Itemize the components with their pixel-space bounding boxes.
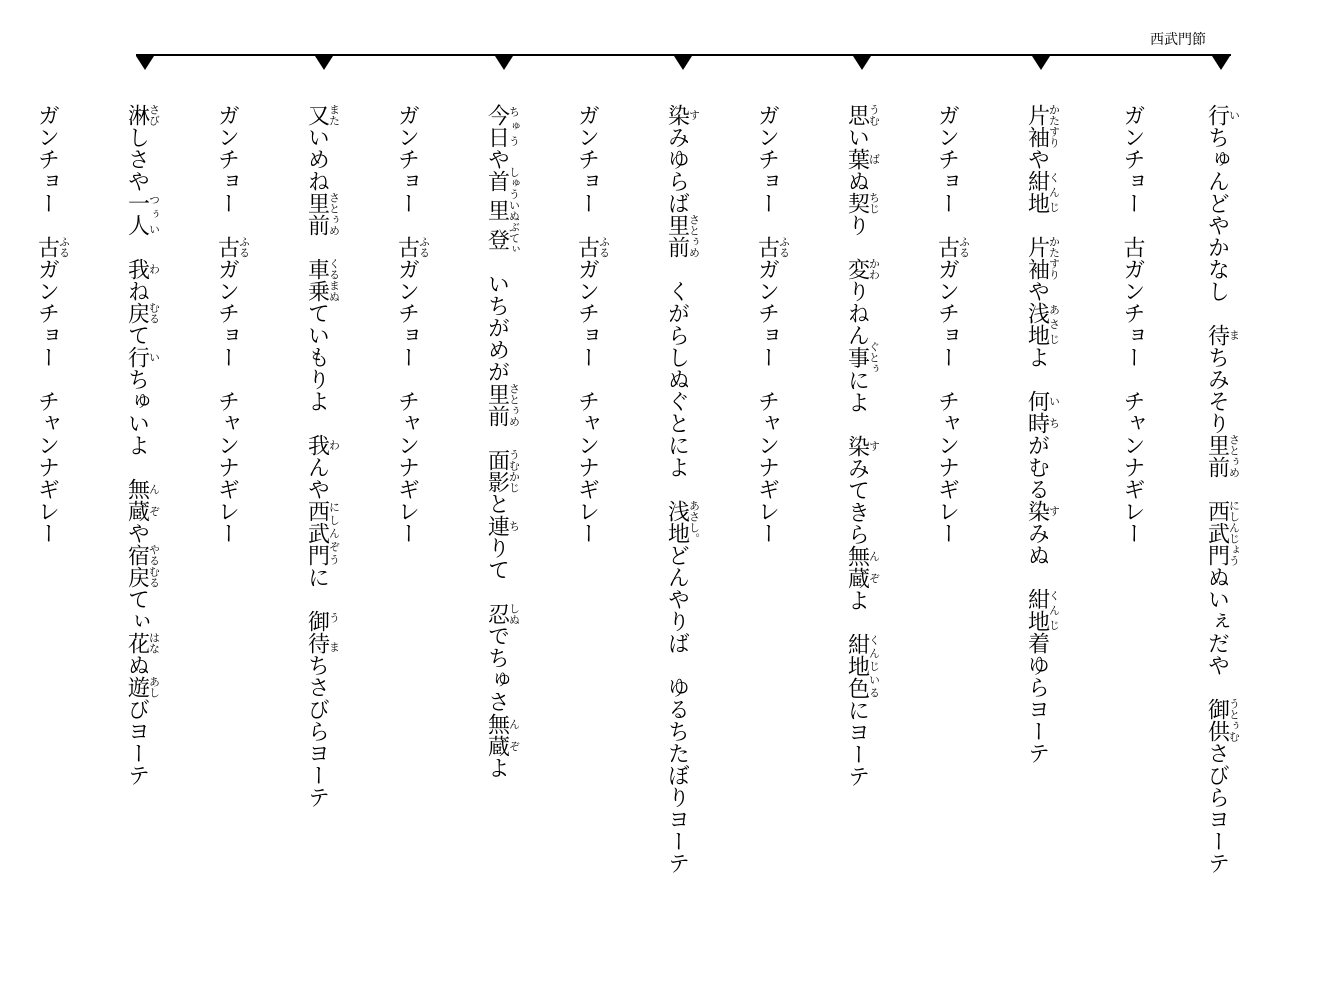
lyric-text: ガンチョー bbox=[214, 104, 240, 236]
lyric-text: てぃ bbox=[124, 588, 150, 632]
ruby-reading: ふる bbox=[957, 236, 971, 258]
ruby-reading: す bbox=[687, 104, 701, 126]
ruby-base: 連 bbox=[484, 514, 510, 537]
lyric-text: くがらしぬぐとによ bbox=[664, 258, 690, 500]
ruby-reading: ふる bbox=[237, 236, 251, 258]
verse-line bbox=[844, 104, 880, 787]
ruby-base: 戻 bbox=[124, 302, 150, 324]
ruby-reading: ち bbox=[507, 514, 521, 537]
ruby-base: 無蔵 bbox=[124, 478, 150, 522]
lyric-text: ガンチョー 古ガンチョー チャンナギレー bbox=[1120, 104, 1145, 544]
ruby-word bbox=[484, 382, 521, 427]
lyric-text: みてきら bbox=[844, 457, 870, 545]
verse-line bbox=[1204, 104, 1240, 874]
ruby-word bbox=[1024, 170, 1061, 214]
ruby-base: 花 bbox=[124, 632, 150, 654]
lyric-text: ちゅんどやかなし bbox=[1204, 126, 1230, 324]
verse-line bbox=[1024, 104, 1060, 764]
lyric-text: りねん bbox=[844, 280, 870, 346]
ruby-word bbox=[844, 341, 881, 374]
ruby-base: 行 bbox=[124, 346, 150, 368]
ruby-word bbox=[394, 236, 431, 258]
ruby-reading: むる bbox=[147, 302, 161, 324]
ruby-word bbox=[1204, 698, 1241, 742]
lyric-text: ガンチョー チャンナギレー bbox=[34, 258, 60, 544]
ruby-reading: あし bbox=[147, 676, 161, 698]
lyric-text: ガンチョー チャンナギレー bbox=[214, 258, 240, 544]
ruby-reading: いち bbox=[1047, 390, 1061, 434]
ruby-word bbox=[124, 544, 161, 588]
refrain-line bbox=[214, 104, 250, 544]
ruby-word bbox=[484, 712, 521, 757]
ruby-word bbox=[304, 104, 341, 126]
refrain-line bbox=[34, 104, 70, 544]
ruby-word bbox=[214, 236, 251, 258]
lyric-text: さびらヨーテ bbox=[1204, 742, 1230, 874]
ruby-base: 古 bbox=[214, 236, 240, 258]
ruby-reading: わ bbox=[327, 434, 341, 456]
lyric-text: どんやりば ゆるちたぼりヨーテ bbox=[664, 544, 690, 874]
ruby-base: 古 bbox=[934, 236, 960, 258]
ruby-word bbox=[124, 632, 161, 654]
ruby-reading: ふる bbox=[777, 236, 791, 258]
ruby-reading: ちゅう bbox=[507, 104, 521, 148]
ruby-reading: くるまぬ bbox=[327, 258, 341, 302]
lyric-text: ちみそり bbox=[1204, 346, 1230, 434]
lyric-text: や bbox=[1024, 280, 1050, 302]
ruby-base: 無蔵 bbox=[484, 712, 510, 757]
ruby-word bbox=[844, 258, 881, 280]
ruby-base: 車乗 bbox=[304, 258, 330, 302]
ruby-reading: さとぅめ bbox=[687, 214, 701, 258]
ruby-word bbox=[484, 602, 521, 625]
ruby-reading: やるむる bbox=[147, 544, 161, 588]
ruby-reading: しぬ bbox=[507, 602, 521, 625]
ruby-reading: ふる bbox=[57, 236, 71, 258]
lyric-text: にヨーテ bbox=[844, 699, 870, 787]
lyric-text: に bbox=[304, 566, 330, 610]
lyric-text: よ bbox=[844, 589, 870, 633]
lyric-text: ぬ bbox=[844, 170, 870, 192]
lyric-text: ちさびらヨーテ bbox=[304, 654, 330, 808]
ruby-base: 古 bbox=[394, 236, 420, 258]
lyric-text: ガンチョー チャンナギレー bbox=[934, 258, 960, 544]
lyric-text bbox=[485, 427, 510, 449]
ruby-word bbox=[304, 258, 341, 302]
ruby-base: 西武門 bbox=[304, 500, 330, 566]
ruby-reading: さとぅめ bbox=[507, 382, 521, 427]
ruby-reading: かわ bbox=[867, 258, 881, 280]
lyric-text: ガンチョー チャンナギレー bbox=[394, 258, 420, 544]
lyric-text: よ bbox=[1024, 346, 1050, 390]
ruby-reading: うむかじ bbox=[507, 448, 521, 493]
ruby-reading: さとぅめ bbox=[327, 192, 341, 236]
ruby-reading: い bbox=[147, 346, 161, 368]
ruby-base: 忍 bbox=[484, 602, 510, 625]
ruby-base: 契 bbox=[844, 192, 870, 214]
ruby-base: 淋 bbox=[124, 104, 150, 126]
lyric-text: ちゅいよ bbox=[124, 368, 150, 478]
ruby-word bbox=[124, 258, 161, 280]
ruby-reading: あさし。 bbox=[687, 500, 701, 544]
ruby-base: 染 bbox=[664, 104, 690, 126]
ruby-base: 紺地 bbox=[1024, 170, 1050, 214]
lyric-text: ガンチョー bbox=[34, 104, 60, 236]
ruby-word bbox=[754, 236, 791, 258]
ruby-word bbox=[574, 236, 611, 258]
ruby-base: 片袖 bbox=[1024, 104, 1050, 148]
ruby-base: 一人 bbox=[124, 192, 150, 236]
lyric-text: 着ゆらヨーテ bbox=[1024, 632, 1050, 764]
ruby-word bbox=[1204, 324, 1241, 346]
lyric-text: いちがめが bbox=[484, 250, 510, 383]
ruby-reading: うむ bbox=[867, 104, 881, 126]
ruby-reading: かたすり bbox=[1047, 104, 1061, 148]
refrain-line bbox=[754, 104, 790, 544]
lyric-text: ガンチョー bbox=[754, 104, 780, 236]
ruby-word bbox=[844, 148, 881, 170]
lyric-text: ガンチョー bbox=[574, 104, 600, 236]
ruby-word bbox=[124, 676, 161, 698]
ruby-base: 里前 bbox=[1204, 434, 1230, 478]
lyric-text: と bbox=[484, 492, 510, 515]
ruby-word bbox=[664, 500, 701, 544]
ruby-word bbox=[1204, 500, 1241, 566]
ruby-base: 葉 bbox=[844, 148, 870, 170]
ruby-base: 紺地色 bbox=[844, 633, 870, 699]
lyric-text: しさや bbox=[124, 126, 150, 192]
ruby-reading: くんじ bbox=[1047, 170, 1061, 214]
song-title: 西武門節 bbox=[1150, 32, 1206, 48]
lyric-text: ぬ bbox=[124, 654, 150, 676]
lyric-text: や bbox=[124, 522, 150, 544]
lyric-text: りて bbox=[484, 536, 510, 603]
ruby-word bbox=[844, 435, 881, 457]
ruby-reading: くんじいる bbox=[867, 633, 881, 699]
ruby-word bbox=[484, 514, 521, 537]
ruby-word bbox=[124, 478, 161, 522]
ruby-word bbox=[664, 214, 701, 258]
ruby-word bbox=[124, 346, 161, 368]
ruby-base: 浅地 bbox=[1024, 302, 1050, 346]
lyric-text: ガンチョー チャンナギレー bbox=[754, 258, 780, 544]
lyric-text: て bbox=[124, 324, 150, 346]
ruby-base: 西武門 bbox=[1204, 500, 1230, 566]
refrain-line bbox=[1114, 104, 1150, 544]
lyric-text: びヨーテ bbox=[124, 698, 150, 786]
ruby-word bbox=[1024, 302, 1061, 346]
ruby-reading: んぞ bbox=[507, 712, 521, 757]
lyric-text: ぬいぇだや bbox=[1204, 566, 1230, 698]
ruby-reading: ぐとぅ bbox=[867, 341, 881, 374]
ruby-reading: す bbox=[867, 435, 881, 457]
ruby-base: 片袖 bbox=[1024, 236, 1050, 280]
ruby-base: 無蔵 bbox=[844, 545, 870, 589]
ruby-word bbox=[34, 236, 71, 258]
ruby-word bbox=[124, 192, 161, 236]
ruby-word bbox=[484, 448, 521, 493]
ruby-reading: つぅい bbox=[147, 192, 161, 236]
ruby-base: 遊 bbox=[124, 676, 150, 698]
ruby-word bbox=[304, 500, 341, 566]
ruby-reading: ふる bbox=[597, 236, 611, 258]
ruby-word bbox=[304, 434, 341, 456]
refrain-line bbox=[934, 104, 970, 544]
ruby-word bbox=[1204, 104, 1241, 126]
ruby-base: 今日 bbox=[484, 104, 510, 148]
lyric-text: いめね bbox=[304, 126, 330, 192]
ruby-reading: かたすり bbox=[1047, 236, 1061, 280]
ruby-reading: う ま bbox=[327, 610, 341, 654]
ruby-reading: あさじ bbox=[1047, 302, 1061, 346]
ruby-base: 里前 bbox=[664, 214, 690, 258]
ruby-word bbox=[304, 610, 341, 654]
ruby-reading: さび bbox=[147, 104, 161, 126]
ruby-base: 古 bbox=[34, 236, 60, 258]
ruby-word bbox=[934, 236, 971, 258]
ruby-base: 里前 bbox=[304, 192, 330, 236]
lyric-text: や bbox=[484, 148, 510, 170]
ruby-word bbox=[844, 192, 881, 214]
verse-line bbox=[304, 104, 340, 808]
ruby-reading: す bbox=[1047, 500, 1061, 522]
ruby-word bbox=[1024, 390, 1061, 434]
ruby-word bbox=[1024, 588, 1061, 632]
lyric-text: ガンチョー チャンナギレー bbox=[574, 258, 600, 544]
ruby-word bbox=[844, 545, 881, 589]
ruby-reading: くんじ bbox=[1047, 588, 1061, 632]
lyric-text: ガンチョー bbox=[394, 104, 420, 236]
ruby-base: 事 bbox=[844, 341, 870, 374]
verse-line bbox=[664, 104, 700, 874]
lyric-text: や bbox=[1024, 148, 1050, 170]
refrain-line bbox=[394, 104, 430, 544]
ruby-reading: また bbox=[327, 104, 341, 126]
lyric-text: みぬ bbox=[1024, 522, 1050, 588]
lyric-text bbox=[1025, 214, 1050, 236]
ruby-reading: ば bbox=[867, 148, 881, 170]
ruby-base: 思 bbox=[844, 104, 870, 126]
lyric-text: い bbox=[844, 126, 870, 148]
lyric-text: ていもりよ bbox=[304, 302, 330, 434]
lyric-text: り bbox=[844, 214, 870, 258]
ruby-reading: わ bbox=[147, 258, 161, 280]
ruby-reading: い bbox=[1227, 104, 1241, 126]
ruby-reading: にしんじょう bbox=[1227, 500, 1241, 566]
lyric-text: みゆらば bbox=[664, 126, 690, 214]
ruby-word bbox=[1024, 236, 1061, 280]
ruby-word bbox=[124, 104, 161, 126]
lyric-text: ガンチョー bbox=[934, 104, 960, 236]
ruby-reading: ちじ bbox=[867, 192, 881, 214]
ruby-word bbox=[304, 192, 341, 236]
lyric-text: によ bbox=[844, 369, 870, 435]
ruby-word bbox=[844, 633, 881, 699]
ruby-reading: んぞ bbox=[147, 478, 161, 522]
ruby-base: 変 bbox=[844, 258, 870, 280]
ruby-reading: しゅういぬぶてぃ bbox=[507, 166, 521, 255]
ruby-base: 宿戻 bbox=[124, 544, 150, 588]
ruby-base: 我 bbox=[124, 258, 150, 280]
ruby-base: 我 bbox=[304, 434, 330, 456]
ruby-base: 御供 bbox=[1204, 698, 1230, 742]
ruby-word bbox=[484, 166, 521, 255]
ruby-base: 御待 bbox=[304, 610, 330, 654]
ruby-base: 古 bbox=[754, 236, 780, 258]
ruby-word bbox=[1204, 434, 1241, 478]
ruby-base: 首里登 bbox=[484, 166, 510, 255]
ruby-base: 染 bbox=[844, 435, 870, 457]
ruby-word bbox=[1024, 500, 1061, 522]
ruby-base: 又 bbox=[304, 104, 330, 126]
ruby-reading: にしんぞう bbox=[327, 500, 341, 566]
ruby-word bbox=[1024, 104, 1061, 148]
ruby-reading: んぞ bbox=[867, 545, 881, 589]
ruby-base: 浅地 bbox=[664, 500, 690, 544]
lyric-text: よ bbox=[484, 756, 510, 779]
ruby-base: 行 bbox=[1204, 104, 1230, 126]
ruby-base: 古 bbox=[574, 236, 600, 258]
ruby-base: 面影 bbox=[484, 448, 510, 493]
ruby-base: 待 bbox=[1204, 324, 1230, 346]
ruby-base: 染 bbox=[1024, 500, 1050, 522]
ruby-reading: ふる bbox=[417, 236, 431, 258]
lyric-text bbox=[305, 236, 330, 258]
verse-line bbox=[484, 104, 520, 779]
ruby-reading: うとぅむ bbox=[1227, 698, 1241, 742]
ruby-word bbox=[664, 104, 701, 126]
ruby-base: 何時 bbox=[1024, 390, 1050, 434]
refrain-line bbox=[574, 104, 610, 544]
lyric-text: ね bbox=[124, 280, 150, 302]
ruby-reading: さとぅめ bbox=[1227, 434, 1241, 478]
ruby-word bbox=[844, 104, 881, 126]
ruby-word bbox=[124, 302, 161, 324]
ruby-reading: はな bbox=[147, 632, 161, 654]
lyric-text: がむる bbox=[1024, 434, 1050, 500]
ruby-reading: ま bbox=[1227, 324, 1241, 346]
lyric-text bbox=[1205, 478, 1230, 500]
lyric-text: んや bbox=[304, 456, 330, 500]
ruby-base: 紺地 bbox=[1024, 588, 1050, 632]
lyric-text: でちゅさ bbox=[484, 624, 510, 713]
ruby-word bbox=[484, 104, 521, 148]
verse-line bbox=[124, 104, 160, 786]
lyric-text bbox=[125, 236, 150, 258]
ruby-base: 里前 bbox=[484, 382, 510, 427]
